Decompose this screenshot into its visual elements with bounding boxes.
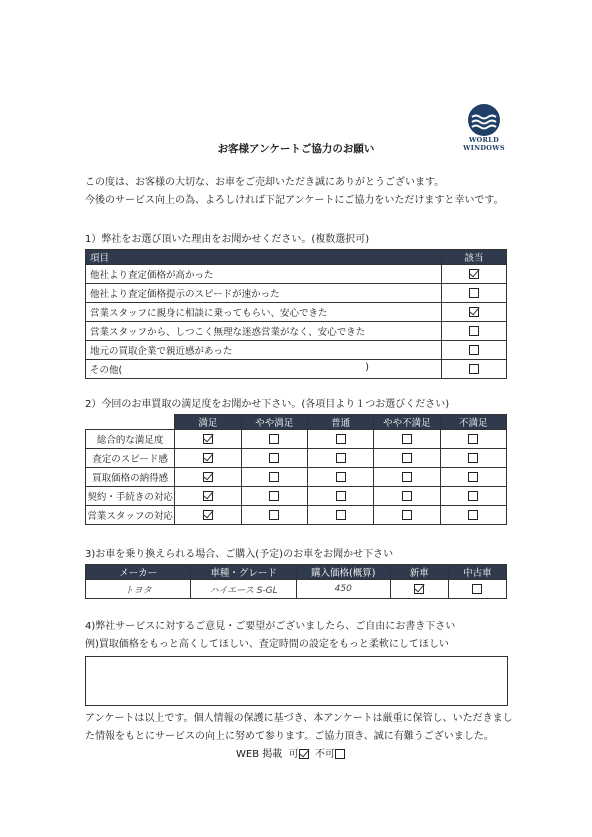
q2-option-cell	[440, 487, 506, 506]
q1-heading: 1）弊社をお選び頂いた理由をお聞かせください。(複数選択可)	[85, 234, 370, 245]
q2-row-label: 査定のスピード感	[86, 449, 175, 468]
q2-option-cell	[307, 468, 373, 487]
q2-option-checkbox[interactable]	[402, 491, 412, 501]
q2-option-checkbox[interactable]	[402, 472, 412, 482]
q3-used-cell	[448, 580, 506, 599]
q2-option-cell	[374, 487, 440, 506]
q2-option-checkbox[interactable]	[203, 472, 213, 482]
q2-option-checkbox[interactable]	[269, 453, 279, 463]
web-publish-ng-checkbox[interactable]	[335, 749, 345, 759]
q2-option-cell	[175, 506, 241, 525]
web-publish-ok-checkbox[interactable]	[299, 749, 309, 759]
q2-col-header: やや不満足	[374, 415, 440, 430]
q2-col-header: やや満足	[241, 415, 307, 430]
q3-used-checkbox[interactable]	[472, 584, 482, 594]
q1-other-close-paren: )	[365, 362, 369, 373]
logo-wordmark: WORLD WINDOWS	[463, 136, 505, 152]
q2-option-cell	[440, 468, 506, 487]
q2-option-checkbox[interactable]	[203, 510, 213, 520]
q2-heading: 2）今回のお車買取の満足度をお聞かせ下さい。(各項目より１つお選びください)	[85, 399, 450, 410]
q1-checkbox[interactable]	[469, 326, 479, 336]
q1-row	[86, 303, 507, 322]
q2-option-checkbox[interactable]	[269, 510, 279, 520]
q1-col-check: 該当	[442, 250, 507, 265]
q1-table	[85, 249, 507, 379]
q2-option-cell	[175, 430, 241, 449]
closing-line-2: た情報をもとにサービスの向上に努めて参ります。ご協力頂き、誠に有難うございました。	[85, 731, 494, 742]
q2-option-checkbox[interactable]	[269, 472, 279, 482]
page-title: お客様アンケートご協力のお願い	[217, 143, 375, 155]
q3-col-header: 新車	[390, 565, 448, 580]
q2-option-checkbox[interactable]	[468, 491, 478, 501]
q2-corner	[86, 415, 175, 430]
q1-row	[86, 265, 507, 284]
q2-option-cell	[307, 430, 373, 449]
q3-price-value[interactable]: 450	[296, 580, 390, 599]
q2-option-checkbox[interactable]	[402, 510, 412, 520]
q2-option-cell	[374, 430, 440, 449]
q2-option-cell	[175, 468, 241, 487]
q2-col-header: 普通	[307, 415, 373, 430]
q2-option-cell	[175, 487, 241, 506]
q3-col-header: 購入価格(概算)	[296, 565, 390, 580]
q2-option-cell	[241, 468, 307, 487]
q2-row-label: 契約・手続きの対応	[86, 487, 175, 506]
q2-option-cell	[440, 506, 506, 525]
q2-row	[86, 506, 507, 525]
q2-option-checkbox[interactable]	[336, 472, 346, 482]
q2-option-cell	[440, 449, 506, 468]
q1-row-label-text: 営業スタッフから、しつこく無理な迷惑営業がなく、安心できた	[90, 327, 366, 338]
q2-option-cell	[241, 430, 307, 449]
q2-row	[86, 449, 507, 468]
q1-row-check-cell	[442, 284, 507, 303]
logo-icon	[468, 104, 500, 136]
q2-option-cell	[307, 487, 373, 506]
q1-row	[86, 360, 507, 379]
q1-row	[86, 341, 507, 360]
q1-row	[86, 322, 507, 341]
web-publish-label: WEB 掲載	[236, 749, 283, 760]
q2-row	[86, 487, 507, 506]
q2-option-checkbox[interactable]	[336, 453, 346, 463]
q2-option-checkbox[interactable]	[468, 453, 478, 463]
web-publish-ng-label: 不可	[314, 749, 335, 760]
q2-option-checkbox[interactable]	[468, 434, 478, 444]
q2-option-checkbox[interactable]	[269, 491, 279, 501]
comment-box[interactable]	[85, 656, 508, 706]
q2-option-cell	[307, 449, 373, 468]
q2-option-cell	[241, 487, 307, 506]
web-publish-ok-label: 可	[288, 749, 299, 760]
q1-checkbox[interactable]	[469, 307, 479, 317]
q2-option-cell	[374, 506, 440, 525]
q2-option-cell	[241, 449, 307, 468]
q4-heading: 4)弊社サービスに対するご意見・ご要望がございましたら、ご自由にお書き下さい	[85, 621, 456, 632]
q1-row-label	[86, 265, 442, 284]
q1-checkbox[interactable]	[469, 345, 479, 355]
q2-option-checkbox[interactable]	[468, 472, 478, 482]
q1-row-check-cell	[442, 265, 507, 284]
q2-table	[85, 414, 507, 525]
q2-col-header: 満足	[175, 415, 241, 430]
q2-row-label: 買取価格の納得感	[86, 468, 175, 487]
q2-option-cell	[440, 430, 506, 449]
q2-option-checkbox[interactable]	[336, 491, 346, 501]
q2-option-checkbox[interactable]	[402, 434, 412, 444]
q2-option-checkbox[interactable]	[203, 491, 213, 501]
q2-option-checkbox[interactable]	[402, 453, 412, 463]
q1-row-label	[86, 303, 442, 322]
q1-checkbox[interactable]	[469, 269, 479, 279]
closing-line-1: アンケートは以上です。個人情報の保護に基づき、本アンケートは厳重に保管し、いただきまし	[85, 713, 513, 724]
q1-row-check-cell	[442, 341, 507, 360]
q1-row-check-cell	[442, 303, 507, 322]
q2-option-checkbox[interactable]	[336, 510, 346, 520]
q2-option-cell	[374, 449, 440, 468]
q1-row-check-cell	[442, 322, 507, 341]
q1-checkbox[interactable]	[469, 364, 479, 374]
q3-model-value[interactable]: ハイエース S-GL	[191, 580, 297, 599]
q2-option-cell	[175, 449, 241, 468]
q1-row-label	[86, 284, 442, 303]
q1-row-label	[86, 341, 442, 360]
q1-row-label-text: 営業スタッフに親身に相談に乗ってもらい、安心できた	[90, 308, 328, 319]
q2-row	[86, 468, 507, 487]
q2-option-cell	[241, 506, 307, 525]
q2-col-header: 不満足	[440, 415, 506, 430]
q2-row-label: 総合的な満足度	[86, 430, 175, 449]
q1-row-label-text: 他社より査定価格が高かった	[90, 270, 214, 281]
web-publish-row	[236, 748, 345, 761]
intro-line-1: この度は、お客様の大切な、お車をご売却いただき誠にありがとうございます。	[85, 177, 445, 188]
q3-new-cell	[390, 580, 448, 599]
q3-maker-value[interactable]: トヨタ	[86, 580, 191, 599]
q1-col-item: 項目	[86, 250, 442, 265]
q1-row-check-cell	[442, 360, 507, 379]
q1-row	[86, 284, 507, 303]
intro-line-2: 今後のサービス向上の為、よろしければ下記アンケートにご協力をいただけますと幸いです。	[85, 195, 504, 206]
q1-row-label-text: 地元の買取企業で親近感があった	[90, 346, 233, 357]
q3-heading: 3)お車を乗り換えられる場合、ご購入(予定)のお車をお聞かせ下さい	[85, 549, 394, 560]
q3-new-checkbox[interactable]	[414, 584, 424, 594]
q1-row-label	[86, 322, 442, 341]
q2-option-checkbox[interactable]	[468, 510, 478, 520]
q2-option-checkbox[interactable]	[203, 434, 213, 444]
q1-row-label	[86, 360, 442, 379]
q1-checkbox[interactable]	[469, 288, 479, 298]
q2-option-checkbox[interactable]	[269, 434, 279, 444]
q2-option-cell	[307, 506, 373, 525]
q2-row	[86, 430, 507, 449]
q3-col-header: メーカー	[86, 565, 191, 580]
q3-col-header: 中古車	[448, 565, 506, 580]
q2-option-checkbox[interactable]	[203, 453, 213, 463]
q3-col-header: 車種・グレード	[191, 565, 297, 580]
q2-option-checkbox[interactable]	[336, 434, 346, 444]
q2-option-cell	[374, 468, 440, 487]
q1-row-label-text: 他社より査定価格提示のスピードが速かった	[90, 289, 280, 300]
q2-row-label: 営業スタッフの対応	[86, 506, 175, 525]
q1-row-label-text: その他(	[90, 365, 123, 376]
q4-example: 例)買取価格をもっと高くしてほしい、査定時間の設定をもっと柔軟にしてほしい	[85, 639, 449, 650]
q3-table	[85, 564, 507, 599]
